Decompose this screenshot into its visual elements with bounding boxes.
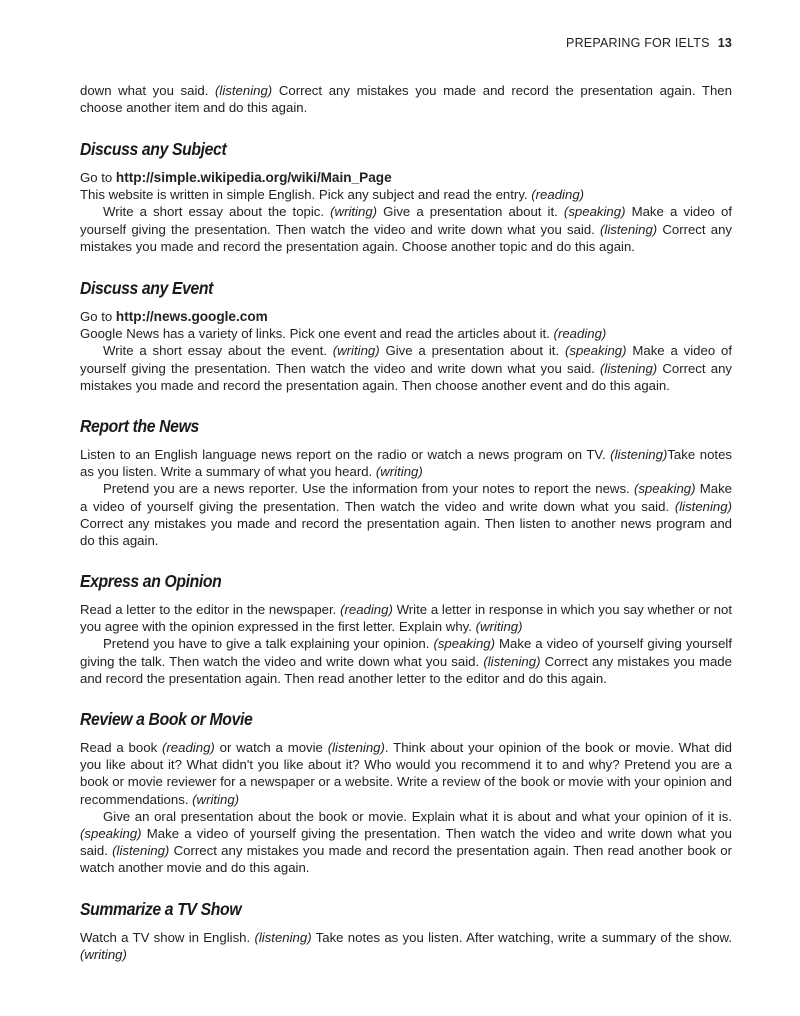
paragraph bbox=[80, 325, 732, 342]
skill-label: (writing) bbox=[192, 791, 240, 807]
text-run: Correct any mistakes you made and record the presentation again. Then read another letter to the editor and do this again. bbox=[80, 653, 732, 686]
skill-label: (reading) bbox=[553, 326, 607, 342]
skill-label: (reading) bbox=[531, 187, 585, 203]
paragraph bbox=[80, 308, 732, 325]
text-run: Give a presentation about it. bbox=[379, 343, 565, 359]
skill-label: (speaking) bbox=[563, 204, 626, 220]
paragraph bbox=[80, 480, 732, 549]
skill-label: (reading) bbox=[162, 740, 215, 755]
paragraph bbox=[80, 808, 732, 877]
section-express-an-opinion bbox=[80, 570, 732, 687]
text-run: Make a video of yourself giving yourself giving the talk. Then watch the video and write down what you said. bbox=[80, 636, 732, 669]
section-heading: Discuss any Event bbox=[80, 278, 214, 298]
text-run: Correct any mistakes you made and record the presentation again. Then listen to another news program and do this again. bbox=[80, 515, 732, 549]
text-run: Write a short essay about the event. bbox=[103, 343, 333, 359]
skill-label: (listening) bbox=[610, 447, 668, 462]
page-number: 13 bbox=[717, 36, 732, 50]
skill-label: (writing) bbox=[375, 464, 423, 480]
text-run: Write a short essay about the topic. bbox=[103, 204, 331, 220]
text-run: or watch a movie bbox=[214, 740, 328, 755]
text-run: Listen to an English language news report on the radio or watch a news program on TV. bbox=[80, 447, 611, 462]
section-discuss-any-event bbox=[80, 277, 732, 394]
paragraph bbox=[80, 169, 732, 186]
skill-label: (listening) bbox=[600, 221, 658, 237]
paragraph bbox=[80, 601, 732, 635]
section-heading: Summarize a TV Show bbox=[80, 899, 242, 919]
skill-label: (writing) bbox=[332, 343, 380, 359]
text-run: Go to bbox=[80, 170, 116, 185]
text-run: Make a video of yourself giving the presentation. Then watch the video and write down what you said. bbox=[80, 343, 732, 376]
skill-label: (speaking) bbox=[80, 826, 142, 842]
text-run: Correct any mistakes you made and record the presentation again. Then read another book or watch another movie and do this again. bbox=[80, 843, 732, 876]
text-run: Take notes as you listen. Write a summary of what you heard. bbox=[80, 447, 732, 480]
skill-label: (listening) bbox=[600, 360, 658, 376]
paragraph bbox=[80, 342, 732, 394]
skill-label: (listening) bbox=[483, 653, 541, 669]
running-title: PREPARING FOR IELTS bbox=[566, 36, 710, 50]
text-run: Write a letter in response in which you say whether or not you agree with the opinion expressed in the first letter. Explain why. bbox=[80, 602, 732, 635]
text-run: Make a video of yourself giving the presentation. Then watch the video and write down what you said. bbox=[80, 826, 732, 859]
text-run: Read a letter to the editor in the newspaper. bbox=[80, 602, 341, 617]
text-run: Watch a TV show in English. bbox=[80, 930, 255, 945]
section-heading: Report the News bbox=[80, 416, 199, 436]
skill-label: (speaking) bbox=[564, 343, 627, 359]
text-run: . Think about your opinion of the book or movie. What did you like about it? What didn't you like about it? Who would you recommend it to and why? Pretend you are a book or movie reviewer for a newspaper or a website. Write a review of the book or movie with your opinion and recommendations. bbox=[80, 740, 732, 807]
section-discuss-any-subject bbox=[80, 138, 732, 255]
url-text: http://news.google.com bbox=[115, 309, 268, 324]
section-heading: Review a Book or Movie bbox=[80, 709, 253, 729]
skill-label: (writing) bbox=[475, 619, 523, 635]
skill-label: (writing) bbox=[330, 204, 378, 220]
skill-label: (reading) bbox=[340, 602, 393, 617]
text-run: Pretend you are a news reporter. Use the information from your notes to report the news. bbox=[103, 481, 634, 497]
text-run: Read a book bbox=[80, 740, 163, 755]
section-report-the-news bbox=[80, 415, 732, 549]
skill-label: (speaking) bbox=[633, 481, 696, 497]
url-text: http://simple.wikipedia.org/wiki/Main_Page bbox=[115, 170, 392, 185]
section-heading: Express an Opinion bbox=[80, 571, 222, 591]
skill-label: (speaking) bbox=[433, 636, 496, 652]
section-summarize-a-tv-show bbox=[80, 898, 732, 963]
skill-label: (listening) bbox=[215, 83, 273, 98]
text-run: Correct any mistakes you made and record the presentation again. Then choose another item and do this again. bbox=[80, 83, 732, 116]
text-run: Correct any mistakes you made and record the presentation again. Choose another topic and do this again. bbox=[80, 221, 732, 254]
text-run: Give a presentation about it. bbox=[377, 204, 564, 220]
skill-label: (listening) bbox=[327, 740, 385, 755]
skill-label: (listening) bbox=[254, 930, 312, 945]
paragraph bbox=[80, 203, 732, 255]
text-run: Give an oral presentation about the book or movie. Explain what it is about and what your opinion of it is. bbox=[103, 808, 732, 824]
text-run: Make a video of yourself giving the presentation. Then watch the video and write down what you said. bbox=[80, 204, 732, 237]
skill-label: (writing) bbox=[80, 947, 127, 963]
paragraph bbox=[80, 446, 732, 480]
text-run: Google News has a variety of links. Pick one event and read the articles about it. bbox=[80, 326, 554, 342]
section-review-a-book-or-movie bbox=[80, 708, 732, 877]
text-run: down what you said. bbox=[80, 83, 216, 98]
skill-label: (listening) bbox=[112, 843, 170, 859]
section-heading: Discuss any Subject bbox=[80, 139, 227, 159]
text-run: This website is written in simple English. Pick any subject and read the entry. bbox=[80, 187, 532, 203]
skill-label: (listening) bbox=[674, 498, 732, 514]
text-run: Make a video of yourself giving the presentation. Then watch the video and write down what you said. bbox=[80, 481, 732, 514]
text-run: Go to bbox=[80, 309, 116, 324]
paragraph bbox=[80, 186, 732, 203]
paragraph bbox=[80, 82, 732, 116]
paragraph bbox=[80, 929, 732, 963]
intro-continuation bbox=[80, 82, 732, 116]
text-run: Pretend you have to give a talk explaining your opinion. bbox=[103, 636, 434, 652]
text-run: Take notes as you listen. After watching, write a summary of the show. bbox=[311, 930, 732, 945]
paragraph bbox=[80, 739, 732, 808]
text-run: Correct any mistakes you made and record the presentation again. Then choose another event and do this again. bbox=[80, 360, 732, 393]
paragraph bbox=[80, 635, 732, 687]
running-header bbox=[566, 36, 732, 50]
